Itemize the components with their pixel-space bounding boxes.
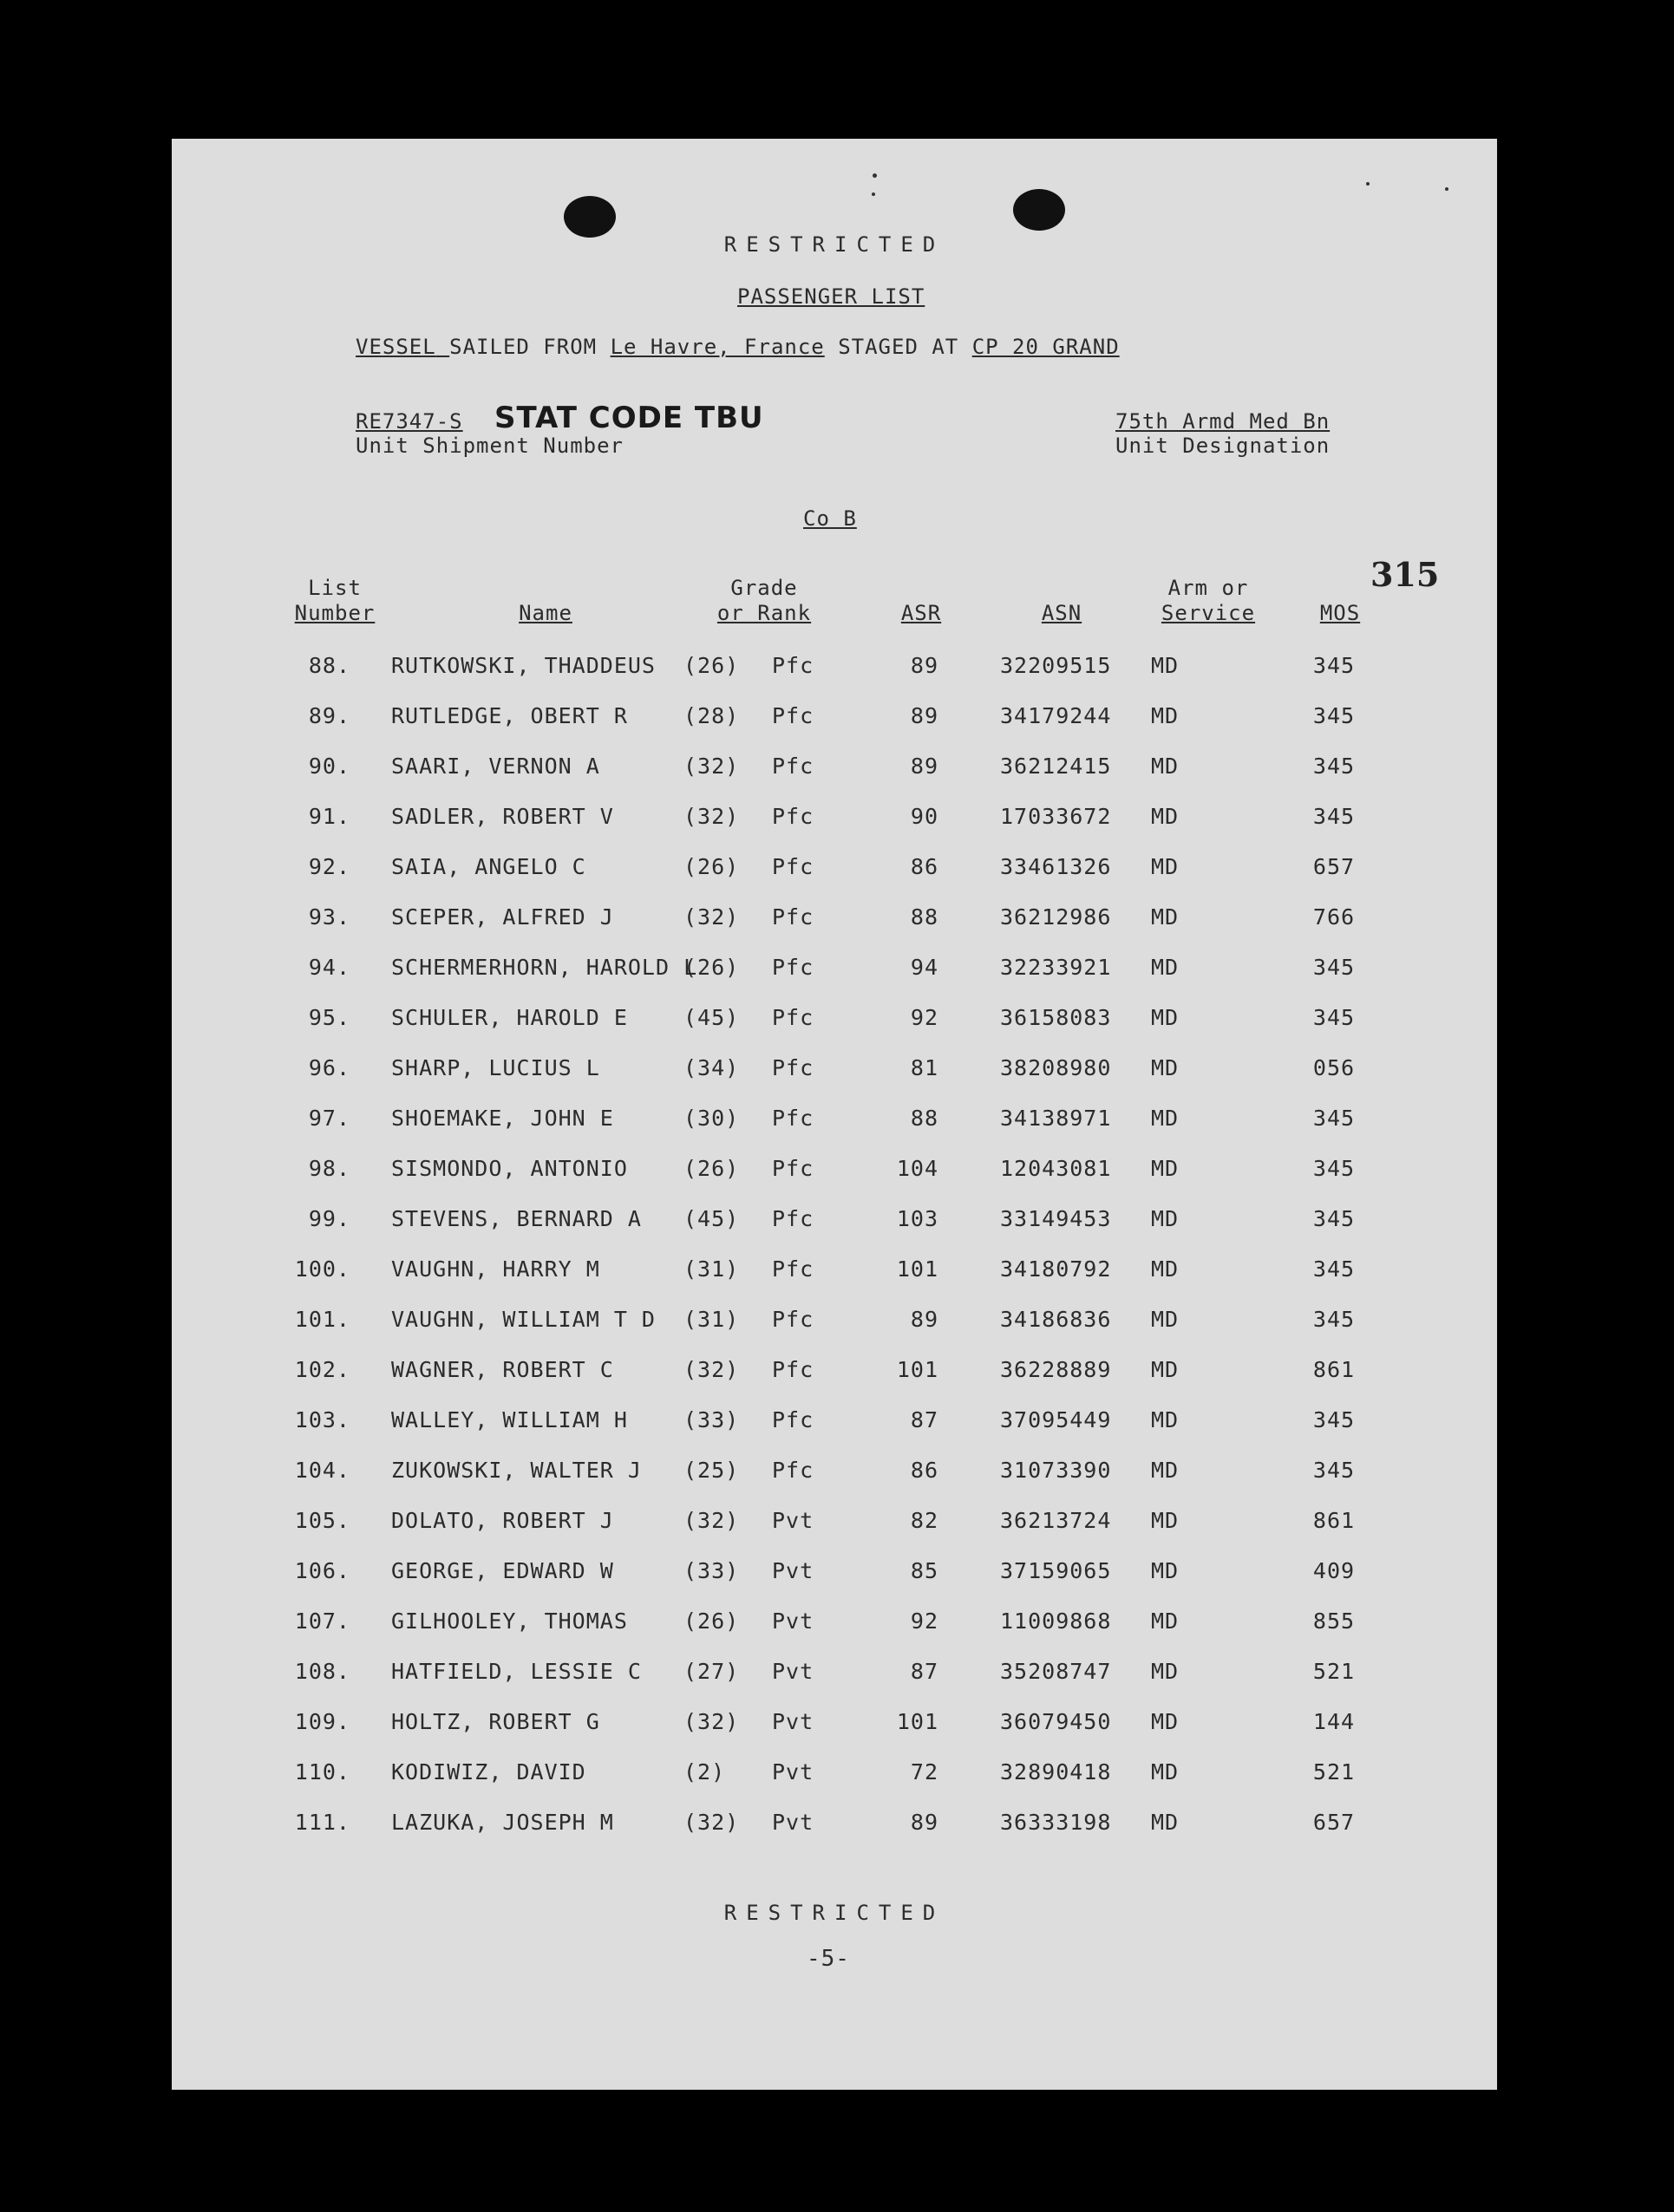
asr-cell: 82: [910, 1508, 938, 1533]
rank-cell: Pvt: [772, 1558, 814, 1583]
age-cell: (27): [683, 1659, 740, 1684]
mos-cell: 345: [1312, 754, 1356, 779]
asn-cell: 32890418: [1000, 1759, 1112, 1785]
age-cell: (32): [683, 904, 740, 930]
age-cell: (31): [683, 1256, 740, 1282]
unit-designation: 75th Armd Med Bn: [1115, 409, 1331, 434]
asn-cell: 36228889: [1000, 1357, 1112, 1382]
staged-value: CP 20 GRAND: [971, 335, 1120, 359]
age-cell: (28): [683, 703, 740, 728]
mos-cell: 861: [1312, 1508, 1356, 1533]
asr-cell: 86: [910, 854, 938, 879]
name-cell: WAGNER, ROBERT C: [391, 1357, 614, 1382]
asn-cell: 11009868: [1000, 1608, 1112, 1634]
arm-service-cell: MD: [1150, 1458, 1180, 1483]
list-number-cell: 104.: [294, 1458, 350, 1483]
age-cell: (25): [683, 1458, 740, 1483]
mos-cell: 345: [1312, 1407, 1356, 1432]
arm-service-cell: MD: [1150, 1508, 1180, 1533]
asr-cell: 101: [896, 1357, 938, 1382]
ink-speck: [1445, 187, 1448, 191]
arm-service-cell: MD: [1150, 1659, 1180, 1684]
asn-cell: 32233921: [1000, 955, 1112, 980]
list-number-cell: 100.: [294, 1256, 350, 1282]
arm-service-cell: MD: [1150, 854, 1180, 879]
asr-cell: 87: [910, 1407, 938, 1432]
arm-service-cell: MD: [1150, 1156, 1180, 1181]
name-cell: SADLER, ROBERT V: [391, 804, 614, 829]
asn-cell: 32209515: [1000, 653, 1112, 678]
asn-cell: 36212415: [1000, 754, 1112, 779]
age-cell: (32): [683, 1357, 740, 1382]
arm-service-cell: MD: [1150, 754, 1180, 779]
name-cell: KODIWIZ, DAVID: [391, 1759, 586, 1785]
asr-cell: 89: [910, 1810, 938, 1835]
table-row: [172, 1705, 1497, 1739]
staged-label: STAGED AT: [838, 335, 959, 359]
age-cell: (2): [683, 1759, 726, 1785]
arm-service-cell: MD: [1150, 1055, 1180, 1080]
passenger-table: [172, 649, 1497, 1984]
name-cell: GILHOOLEY, THOMAS: [391, 1608, 628, 1634]
asr-cell: 92: [910, 1608, 938, 1634]
page-footer-number: -5-: [807, 1946, 850, 1972]
list-number-cell: 98.: [308, 1156, 350, 1181]
arm-service-cell: MD: [1150, 1709, 1180, 1734]
arm-service-cell: MD: [1150, 955, 1180, 980]
age-cell: (32): [683, 754, 740, 779]
age-cell: (32): [683, 1508, 740, 1533]
list-number-cell: 110.: [294, 1759, 350, 1785]
company-label: Co B: [803, 506, 857, 531]
list-number-cell: 105.: [294, 1508, 350, 1533]
mos-cell: 409: [1312, 1558, 1356, 1583]
asr-cell: 72: [910, 1759, 938, 1785]
table-row: [172, 1302, 1497, 1337]
asn-cell: 31073390: [1000, 1458, 1112, 1483]
table-row: [172, 1001, 1497, 1035]
asn-cell: 35208747: [1000, 1659, 1112, 1684]
arm-service-cell: MD: [1150, 1206, 1180, 1231]
rank-cell: Pfc: [772, 904, 814, 930]
name-cell: SCEPER, ALFRED J: [391, 904, 614, 930]
arm-service-cell: MD: [1150, 1558, 1180, 1583]
asr-cell: 89: [910, 653, 938, 678]
age-cell: (33): [683, 1558, 740, 1583]
rank-cell: Pfc: [772, 804, 814, 829]
rank-cell: Pfc: [772, 955, 814, 980]
rank-cell: Pvt: [772, 1759, 814, 1785]
table-row: [172, 1353, 1497, 1387]
sailed-value: Le Havre, France: [610, 335, 825, 359]
name-cell: RUTLEDGE, OBERT R: [391, 703, 628, 728]
list-number-cell: 89.: [308, 703, 350, 728]
page-number-stamp: 315: [1370, 555, 1440, 594]
table-row: [172, 1504, 1497, 1538]
asn-cell: 37159065: [1000, 1558, 1112, 1583]
asn-cell: 38208980: [1000, 1055, 1112, 1080]
name-cell: DOLATO, ROBERT J: [391, 1508, 614, 1533]
list-number-cell: 90.: [308, 754, 350, 779]
arm-service-cell: MD: [1150, 703, 1180, 728]
table-row: [172, 1805, 1497, 1840]
mos-cell: 861: [1312, 1357, 1356, 1382]
ink-speck: [872, 192, 875, 196]
vessel-line: [356, 335, 1120, 359]
arm-service-cell: MD: [1150, 1407, 1180, 1432]
table-row: [172, 950, 1497, 985]
arm-service-cell: MD: [1150, 1357, 1180, 1382]
asr-cell: 89: [910, 703, 938, 728]
name-cell: SAARI, VERNON A: [391, 754, 600, 779]
mos-cell: 345: [1312, 653, 1356, 678]
list-number-cell: 107.: [294, 1608, 350, 1634]
rank-cell: Pfc: [772, 1206, 814, 1231]
table-row: [172, 1051, 1497, 1086]
asr-cell: 104: [896, 1156, 938, 1181]
rank-cell: Pvt: [772, 1659, 814, 1684]
mos-cell: 521: [1312, 1659, 1356, 1684]
mos-cell: 056: [1312, 1055, 1356, 1080]
list-number-cell: 88.: [308, 653, 350, 678]
asn-cell: 37095449: [1000, 1407, 1112, 1432]
age-cell: (32): [683, 1709, 740, 1734]
age-cell: (26): [683, 1608, 740, 1634]
table-row: [172, 1403, 1497, 1438]
asr-cell: 103: [896, 1206, 938, 1231]
list-number-cell: 109.: [294, 1709, 350, 1734]
mos-cell: 855: [1312, 1608, 1356, 1634]
age-cell: (31): [683, 1307, 740, 1332]
name-cell: WALLEY, WILLIAM H: [391, 1407, 628, 1432]
asn-cell: 12043081: [1000, 1156, 1112, 1181]
restricted-footer: RESTRICTED: [723, 1901, 945, 1925]
asr-cell: 85: [910, 1558, 938, 1583]
rank-cell: Pfc: [772, 1458, 814, 1483]
shipment-caption: Unit Shipment Number: [356, 434, 624, 458]
asr-cell: 88: [910, 904, 938, 930]
list-number-cell: 99.: [308, 1206, 350, 1231]
asr-cell: 89: [910, 754, 938, 779]
mos-cell: 345: [1312, 955, 1356, 980]
mos-cell: 345: [1312, 1005, 1356, 1030]
rank-cell: Pfc: [772, 1156, 814, 1181]
header-mos: MOS: [1319, 601, 1361, 625]
unit-caption: Unit Designation: [1115, 434, 1331, 458]
rank-cell: Pvt: [772, 1608, 814, 1634]
list-number-cell: 97.: [308, 1106, 350, 1131]
name-cell: ZUKOWSKI, WALTER J: [391, 1458, 642, 1483]
age-cell: (26): [683, 955, 740, 980]
asn-cell: 34138971: [1000, 1106, 1112, 1131]
table-row: [172, 799, 1497, 834]
table-row: [172, 649, 1497, 683]
mos-cell: 345: [1312, 1156, 1356, 1181]
mos-cell: 345: [1312, 1256, 1356, 1282]
age-cell: (34): [683, 1055, 740, 1080]
name-cell: GEORGE, EDWARD W: [391, 1558, 614, 1583]
age-cell: (26): [683, 653, 740, 678]
rank-cell: Pfc: [772, 1106, 814, 1131]
age-cell: (26): [683, 854, 740, 879]
age-cell: (45): [683, 1005, 740, 1030]
name-cell: SHARP, LUCIUS L: [391, 1055, 600, 1080]
mos-cell: 144: [1312, 1709, 1356, 1734]
asr-cell: 92: [910, 1005, 938, 1030]
sailed-label: SAILED FROM: [449, 335, 598, 359]
table-row: [172, 699, 1497, 734]
stat-code-stamp: STAT CODE TBU: [494, 401, 764, 435]
arm-service-cell: MD: [1150, 1608, 1180, 1634]
mos-cell: 345: [1312, 1206, 1356, 1231]
asr-cell: 81: [910, 1055, 938, 1080]
asn-cell: 36212986: [1000, 904, 1112, 930]
asn-cell: 17033672: [1000, 804, 1112, 829]
punch-hole-right: [1013, 189, 1065, 231]
rank-cell: Pfc: [772, 653, 814, 678]
arm-service-cell: MD: [1150, 1759, 1180, 1785]
shipment-number: RE7347-S: [356, 409, 463, 434]
table-row: [172, 1604, 1497, 1639]
name-cell: SCHERMERHORN, HAROLD L: [391, 955, 698, 980]
list-number-cell: 95.: [308, 1005, 350, 1030]
table-row: [172, 1101, 1497, 1136]
rank-cell: Pfc: [772, 703, 814, 728]
list-number-cell: 106.: [294, 1558, 350, 1583]
rank-cell: Pfc: [772, 1005, 814, 1030]
table-row: [172, 1755, 1497, 1790]
rank-cell: Pvt: [772, 1709, 814, 1734]
asn-cell: 33461326: [1000, 854, 1112, 879]
name-cell: VAUGHN, HARRY M: [391, 1256, 600, 1282]
header-asr: ASR: [900, 601, 942, 625]
table-row: [172, 1202, 1497, 1237]
asn-cell: 36213724: [1000, 1508, 1112, 1533]
arm-service-cell: MD: [1150, 804, 1180, 829]
asr-cell: 90: [910, 804, 938, 829]
asr-cell: 101: [896, 1709, 938, 1734]
document-title: PASSENGER LIST: [737, 284, 925, 309]
age-cell: (45): [683, 1206, 740, 1231]
age-cell: (32): [683, 1810, 740, 1835]
arm-service-cell: MD: [1150, 1256, 1180, 1282]
arm-service-cell: MD: [1150, 653, 1180, 678]
asr-cell: 94: [910, 955, 938, 980]
list-number-cell: 102.: [294, 1357, 350, 1382]
name-cell: SHOEMAKE, JOHN E: [391, 1106, 614, 1131]
mos-cell: 521: [1312, 1759, 1356, 1785]
table-row: [172, 850, 1497, 884]
asr-cell: 87: [910, 1659, 938, 1684]
table-row: [172, 1152, 1497, 1186]
asr-cell: 101: [896, 1256, 938, 1282]
name-cell: LAZUKA, JOSEPH M: [391, 1810, 614, 1835]
ink-speck: [873, 173, 877, 178]
rank-cell: Pvt: [772, 1508, 814, 1533]
asn-cell: 36079450: [1000, 1709, 1112, 1734]
header-name: Name: [519, 601, 572, 625]
mos-cell: 657: [1312, 854, 1356, 879]
mos-cell: 345: [1312, 804, 1356, 829]
asr-cell: 86: [910, 1458, 938, 1483]
punch-hole-left: [564, 196, 616, 238]
arm-service-cell: MD: [1150, 1307, 1180, 1332]
rank-cell: Pfc: [772, 754, 814, 779]
asr-cell: 89: [910, 1307, 938, 1332]
rank-cell: Pfc: [772, 1407, 814, 1432]
list-number-cell: 101.: [294, 1307, 350, 1332]
table-row: [172, 1252, 1497, 1287]
age-cell: (30): [683, 1106, 740, 1131]
table-row: [172, 749, 1497, 784]
mos-cell: 345: [1312, 1307, 1356, 1332]
name-cell: RUTKOWSKI, THADDEUS: [391, 653, 656, 678]
list-number-cell: 96.: [308, 1055, 350, 1080]
table-row: [172, 900, 1497, 935]
asn-cell: 33149453: [1000, 1206, 1112, 1231]
ink-speck: [1366, 182, 1370, 186]
restricted-header: RESTRICTED: [723, 232, 945, 257]
age-cell: (32): [683, 804, 740, 829]
asn-cell: 34180792: [1000, 1256, 1112, 1282]
mos-cell: 766: [1312, 904, 1356, 930]
asn-cell: 34186836: [1000, 1307, 1112, 1332]
mos-cell: 345: [1312, 1106, 1356, 1131]
age-cell: (33): [683, 1407, 740, 1432]
name-cell: SCHULER, HAROLD E: [391, 1005, 628, 1030]
mos-cell: 345: [1312, 1458, 1356, 1483]
mos-cell: 345: [1312, 703, 1356, 728]
rank-cell: Pfc: [772, 1357, 814, 1382]
header-asn: ASN: [1041, 601, 1082, 625]
name-cell: HATFIELD, LESSIE C: [391, 1659, 642, 1684]
document-page: [172, 139, 1497, 2090]
age-cell: (26): [683, 1156, 740, 1181]
rank-cell: Pvt: [772, 1810, 814, 1835]
list-number-cell: 92.: [308, 854, 350, 879]
header-grade: Grade or Rank: [716, 576, 812, 625]
asn-cell: 36158083: [1000, 1005, 1112, 1030]
table-row: [172, 1554, 1497, 1589]
list-number-cell: 91.: [308, 804, 350, 829]
table-row: [172, 1453, 1497, 1488]
name-cell: SAIA, ANGELO C: [391, 854, 586, 879]
asn-cell: 34179244: [1000, 703, 1112, 728]
rank-cell: Pfc: [772, 1055, 814, 1080]
rank-cell: Pfc: [772, 1256, 814, 1282]
name-cell: STEVENS, BERNARD A: [391, 1206, 642, 1231]
header-arm-service: Arm or Service: [1161, 576, 1256, 625]
arm-service-cell: MD: [1150, 1005, 1180, 1030]
list-number-cell: 108.: [294, 1659, 350, 1684]
name-cell: VAUGHN, WILLIAM T D: [391, 1307, 656, 1332]
asr-cell: 88: [910, 1106, 938, 1131]
list-number-cell: 93.: [308, 904, 350, 930]
list-number-cell: 111.: [294, 1810, 350, 1835]
rank-cell: Pfc: [772, 1307, 814, 1332]
name-cell: HOLTZ, ROBERT G: [391, 1709, 600, 1734]
name-cell: SISMONDO, ANTONIO: [391, 1156, 628, 1181]
asn-cell: 36333198: [1000, 1810, 1112, 1835]
arm-service-cell: MD: [1150, 1810, 1180, 1835]
list-number-cell: 94.: [308, 955, 350, 980]
vessel-label: VESSEL: [356, 335, 436, 359]
arm-service-cell: MD: [1150, 904, 1180, 930]
rank-cell: Pfc: [772, 854, 814, 879]
mos-cell: 657: [1312, 1810, 1356, 1835]
arm-service-cell: MD: [1150, 1106, 1180, 1131]
table-row: [172, 1654, 1497, 1689]
header-list-number: List Number: [294, 576, 376, 625]
list-number-cell: 103.: [294, 1407, 350, 1432]
